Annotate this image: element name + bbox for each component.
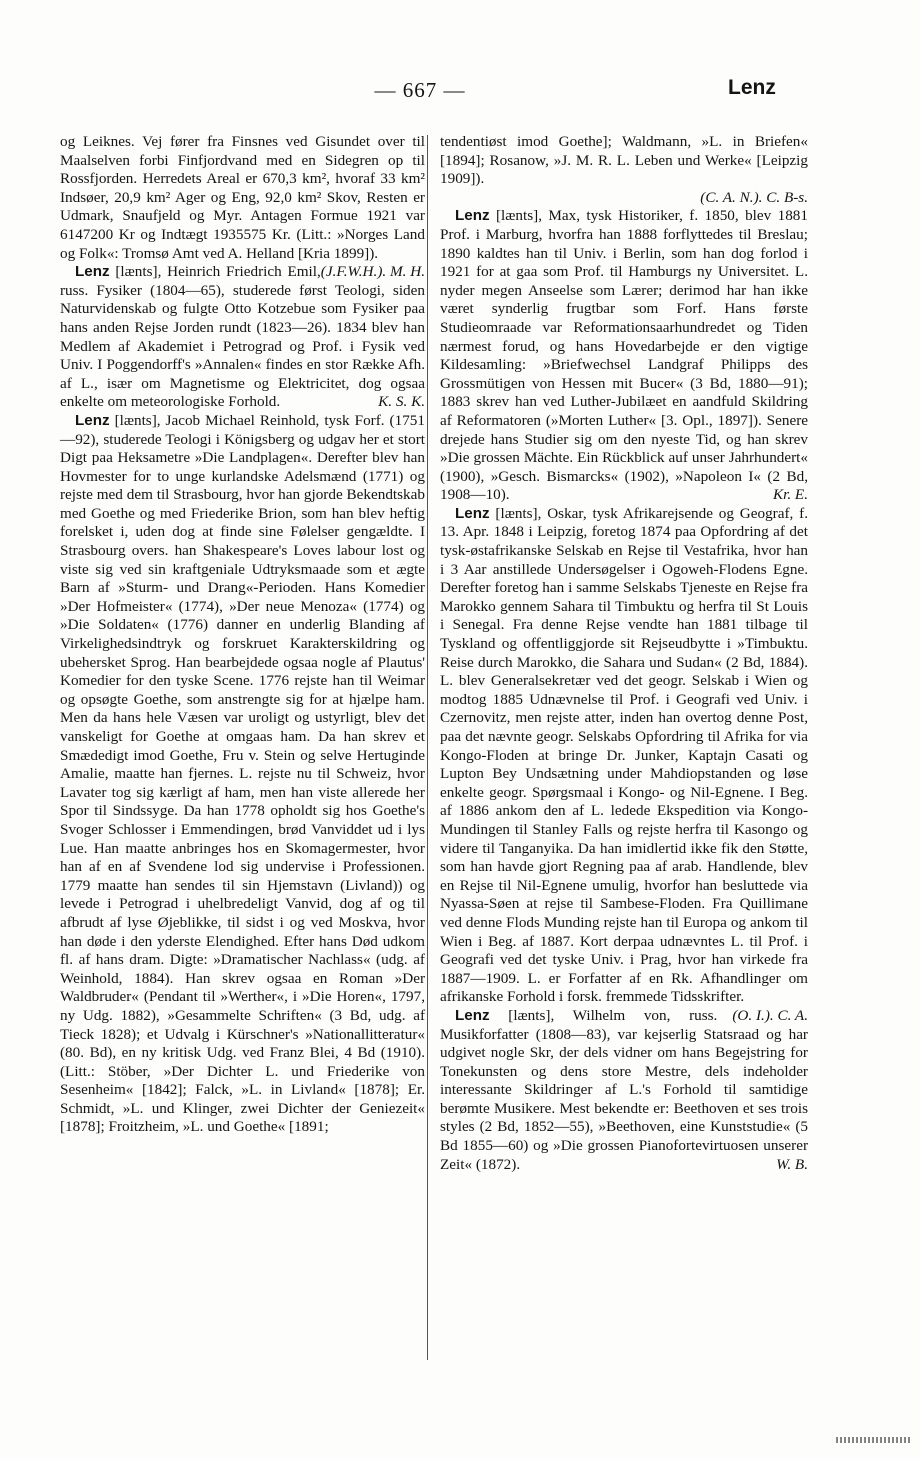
entry-oskar-lenz: Lenz [lænts], Oskar, tysk Afrikarejsende og Geograf, f. 13. Apr. 1848 i Leipzig, foretog 1874 paa Opfordring af det tysk-østafrikanske Selskab en Rejse til Vestafrika, hvor han i 3 Aar anstillede Undersøgelser i Ogoweh-Flodens Egne. Derefter foretog han i samme Selskabs Tjeneste en Rejse fra Marokko gennem Sahara til Timbuktu og herfra til St Louis i Senegal. Fra denne Rejse vendte han 1881 tilbage til Tyskland og offentliggjorde sit Rejseudbytte i »Timbuktu. Reise durch Marokko, die Sahara und Sudan« (2 Bd, 1884). L. blev Generalsekretær ved det geogr. Selskab i Wien og modtog 1885 Udnævnelse til Prof. i Geografi ved Univ. i Czernovitz, men rejste atter, inden han overtog denne Post, paa det nævnte geogr. Selskabs Opfordring til Afrika for via Kongo-Floden at bringe Dr. Junker, Kaptajn Casati og Lupton Bey Undsætning under Mahdiopstanden og løse enkelte geogr. Spørgsmaal i Kongo- og Nil-Egnene. I Beg. af 1886 ankom den af L. ledede Ekspedition via Kongo-Mundingen til Stanley Falls og rejste herfra til Kasongo og videre til Tanganyika. Da han imidlertid ikke fik den Støtte, som han havde gjort Regning paa af arab. Handlende, blev en Rejse til Nil-Egnene umulig, hvorfor han besluttede via Nyassa-Søen at rejse til Sambese-Floden. Fra Quillimane ved denne Flods Munding rejste han til Europa og ankom til Wien i Beg. af 1887. Kort derpaa udnævntes L. til Prof. i Geografi ved det tyske Univ. i Prag, hvor han virkede fra 1887—1909. L. er Forfatter af en Rk. Afhandlinger om afrikanske Forhold i forsk. fremmede Tidsskrifter. (O. I.). C. A. bbox=[440, 504, 808, 1024]
left-column bbox=[60, 133, 425, 1137]
entry-continuation: tendentiøst imod Goethe]; Waldmann, »L. in Briefen« [1894]; Rosanow, »J. M. R. L. Leben und Werke« [Leipzig 1909]). bbox=[440, 133, 808, 188]
signature: (O. I.). C. A. bbox=[732, 1006, 808, 1024]
headword: Lenz bbox=[455, 207, 490, 225]
headword: Lenz bbox=[75, 411, 110, 429]
signature: Kr. E. bbox=[772, 486, 808, 504]
entry-continuation: og Leiknes. Vej fører fra Finsnes ved Gisundet over til Maalselven forbi Finfjordvand med en Sidegren op til Rossfjorden. Herredets Areal er 670,3 km², hvoraf 33 km² Indsøer, 20,9 km² Ager og Eng, 92,0 km² Skov, Resten er Udmark, Snaufjeld og Myr. Antagen Formue 1921 var 6147200 Kr og Indtægt 1935575 Kr. (Litt.: »Norges Land og Folk«: Tromsø Amt ved A. Helland [Kria 1899]). (J.F.W.H.). M. H. bbox=[60, 133, 425, 281]
column-divider bbox=[427, 135, 428, 1360]
running-head: Lenz bbox=[728, 76, 776, 99]
signature: K. S. K. bbox=[378, 393, 425, 411]
signature: (J.F.W.H.). M. H. bbox=[320, 263, 425, 281]
entry-max-lenz: Lenz [lænts], Max, tysk Historiker, f. 1850, blev 1881 Prof. i Marburg, hvorfra han 1888 forflyttedes til Breslau; 1890 kaldtes han til Univ. i Berlin, som han dog forlod i 1921 for at gaa som Prof. til Hamburgs ny Universitet. L. nyder megen Anseelse som Lærer; derimod har han ikke været synderlig frugtbar som Forf. Hans første Studieomraade var Reformationsaarhundredet og Tiden nærmest forud, og hans Hovedarbejde er den vigtige Kildesamling: »Briefwechsel Landgraf Philipps des Grossmütigen von Hessen mit Bucer« (3 Bd, 1880—91); 1883 skrev han ved Luther-Jubilæet en aandfuld Skildring af Reformatoren (»Morten Luther« [3. Opl., 1897]). Senere drejede hans Studier sig om den nyeste Tid, og han skrev »Die grossen Mächte. Ein Rückblick auf unser Jahrhundert« (1900), »Gesch. Bismarcks« (1902), »Napoleon I« (2 Bd, 1908—10). Kr. E. bbox=[440, 207, 808, 504]
signature: (C. A. N.). C. B-s. bbox=[700, 188, 808, 206]
page-number: — 667 — bbox=[374, 78, 466, 102]
right-column bbox=[440, 133, 808, 1174]
headword: Lenz bbox=[75, 263, 110, 281]
signature: W. B. bbox=[776, 1155, 808, 1173]
entry-heinrich-lenz: Lenz [lænts], Heinrich Friedrich Emil, russ. Fysiker (1804—65), studerede først Teologi, siden Naturvidenskab og fulgte Otto Kotzebue som Fysiker paa hans anden Rejse Jorden rundt (1823—26). 1834 blev han Medlem af Akademiet i Petrograd og Prof. i Fysik ved Univ. I Poggendorff's »Annalen« findes en stor Række Afh. af L., især om Magnetisme og Elektricitet, dog ogsaa enkelte om meteorologiske Forhold. K. S. K. bbox=[60, 263, 425, 411]
entry-wilhelm-lenz: Lenz [lænts], Wilhelm von, russ. Musikforfatter (1808—83), var kejserlig Statsraad og har udgivet nogle Skr, der dels vidner om hans Begejstring for Tonekunsten og dens store Mestre, dels indeholder interessante Skildringer af L.'s Forhold til samtidige berømte Musikere. Mest bekendte er: Beethoven et ses trois styles (2 Bd, 1852—55), »Beethoven, eine Kunststudie« (5 Bd 1855—60) og »Die grossen Pianofortevirtuosen unserer Zeit« (1872). W. B. bbox=[440, 1006, 808, 1173]
scan-artifact bbox=[836, 1437, 910, 1443]
entry-jacob-lenz: Lenz [lænts], Jacob Michael Reinhold, tysk Forf. (1751—92), studerede Teologi i Königsberg og udgav her et stort Digt paa Heksametre »Die Landplagen«. Derefter blev han Hovmester for to unge kurlandske Adelsmænd (1771) og rejste med dem til Strasbourg, hvor han gjorde Bekendtskab med Goethe og med Friederike Brion, som han blev heftig forelsket i, uden dog at finde sine Følelser gengældte. I Strasbourg overs. han Shakespeare's Loves labour lost og viste sig ved sin kraftgeniale Udtryksmaade som et ægte Barn af »Sturm- und Drang«-Perioden. Hans Komedier »Der Hofmeister« (1774), »Der neue Menoza« (1774) og »Die Soldaten« (1776) danner en underlig Blanding af Virkelighedsindtryk og forskruet Karakterskildring og ubehersket Sprog. Han bearbejdede ogsaa nogle af Plautus' Komedier for den tyske Scene. 1776 rejste han til Weimar og opsøgte Goethe, som anstrengte sig for at hjælpe ham. Men da hans hele Væsen var uroligt og ustyrligt, blev det vanskeligt for Goethe at omgaas ham. Da han skrev et Smædedigt imod Goethe, Fru v. Stein og selve Hertuginde Amalie, maatte han fjernes. L. rejste nu til Schweiz, hvor Lavater tog sig kærligt af ham, men han viste allerede her Spor til Sindssyge. Da han 1778 opholdt sig hos Goethe's Svoger Schlosser i Emmendingen, brød Vanviddet ud i lys Lue. Han maatte anbringes hos en Skomagermester, hvor han af en af Svendene lod sig undervise i Professionen. 1779 maatte han sendes til sin Hjemstavn (Livland)) og levede i Petrograd i uhelbredeligt Vanvid, dog af og til afbrudt af lyse Øjeblikke, til sidst i og ved Moskva, hvor han døde i den yderste Elendighed. Efter hans Død udkom fl. af hans dram. Digte: »Dramatischer Nachlass« (udg. af Weinhold, 1884). Han skrev ogsaa en Roman »Der Waldbruder« (Pendant til »Werther«, i »Die Horen«, 1797, ny Udg. 1882), »Gesammelte Schriften« (3 Bd, udg. af Tieck 1828); et Udvalg i Kürschner's »Nationallitteratur« (80. Bd), en ny kritisk Udg. ved Franz Blei, 4 Bd (1910). (Litt.: Stöber, »Der Dichter L. und Friederike von Sesenheim« [1842]; Falck, »L. in Livland« [1878]; Er. Schmidt, »L. und Klinger, zwei Dichter der Geniezeit« [1878]; Froitzheim, »L. und Goethe« [1891; bbox=[60, 411, 425, 1136]
headword: Lenz bbox=[455, 504, 490, 522]
headword: Lenz bbox=[455, 1006, 490, 1024]
